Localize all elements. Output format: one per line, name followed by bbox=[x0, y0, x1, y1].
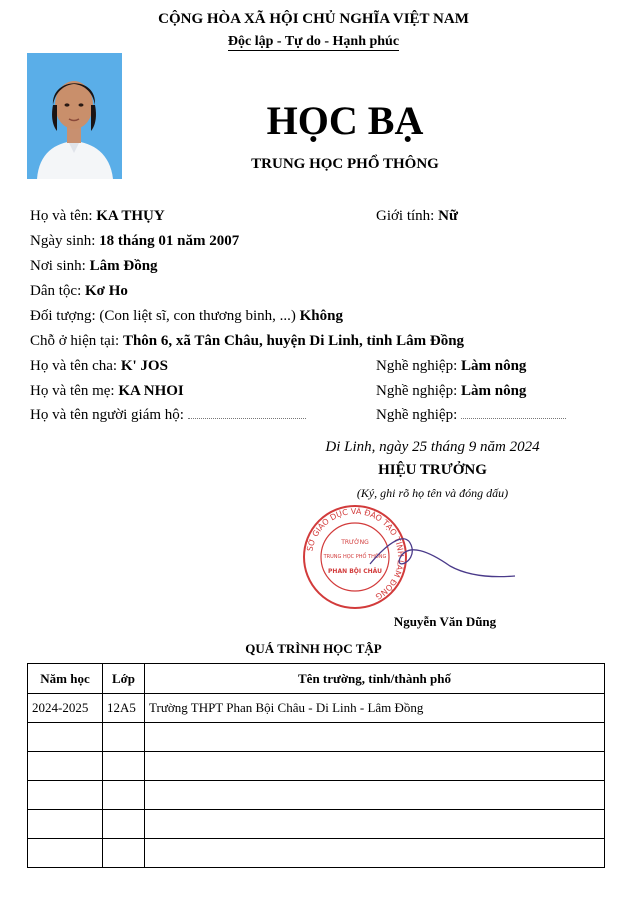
stamp-line-2: TRUNG HỌC PHỔ THÔNG bbox=[323, 554, 387, 560]
school-stamp bbox=[300, 500, 530, 615]
motto bbox=[0, 34, 627, 50]
father-job-line bbox=[376, 357, 526, 375]
birthplace-line bbox=[30, 257, 158, 275]
dob-value: 18 tháng 01 năm 2007 bbox=[99, 233, 240, 249]
stamp-line-3: PHAN BỘI CHÂU bbox=[328, 568, 382, 575]
cell-school-name: Trường THPT Phan Bội Châu - Di Linh - Lâm Đồng bbox=[145, 694, 605, 723]
birthplace-label: Nơi sinh: bbox=[30, 258, 90, 274]
birthplace-value: Lâm Đồng bbox=[89, 258, 158, 274]
cell-class bbox=[103, 839, 145, 868]
signature-note: (Ký, ghi rõ họ tên và đóng dấu) bbox=[356, 486, 509, 500]
cell-class bbox=[103, 752, 145, 781]
gender-value: Nữ bbox=[438, 208, 458, 224]
student-name-label: Họ và tên: bbox=[30, 208, 97, 224]
gender-line bbox=[376, 207, 458, 225]
guardian-blank bbox=[188, 406, 306, 419]
ethnicity-value: Kơ Ho bbox=[84, 283, 128, 299]
cell-school-year bbox=[28, 810, 103, 839]
cell-school-year bbox=[28, 781, 103, 810]
mother-line bbox=[30, 382, 184, 400]
motto-text: Độc lập - Tự do - Hạnh phúc bbox=[227, 34, 400, 49]
father-line bbox=[30, 357, 168, 375]
father-job: Làm nông bbox=[460, 358, 527, 374]
table-row bbox=[28, 810, 605, 839]
cell-school-year bbox=[28, 752, 103, 781]
student-name: KA THỤY bbox=[96, 208, 165, 224]
mother-job: Làm nông bbox=[460, 383, 527, 399]
cell-school-name bbox=[145, 723, 605, 752]
document-subtitle: TRUNG HỌC PHỔ THÔNG bbox=[251, 156, 439, 172]
stamp-line-1: TRƯỜNG bbox=[341, 539, 369, 546]
cell-class bbox=[103, 810, 145, 839]
mother-job-line bbox=[376, 382, 526, 400]
cell-school-year bbox=[28, 839, 103, 868]
dob-label: Ngày sinh: bbox=[30, 233, 100, 249]
address-value: Thôn 6, xã Tân Châu, huyện Di Linh, tỉnh Lâm Đồng bbox=[122, 333, 465, 349]
father-name: K' JOS bbox=[120, 358, 168, 374]
student-photo bbox=[27, 53, 122, 179]
guardian-job-line bbox=[376, 406, 566, 424]
guardian-job-label: Nghề nghiệp: bbox=[376, 407, 461, 423]
cell-school-year: 2024-2025 bbox=[28, 694, 103, 723]
table-row bbox=[28, 752, 605, 781]
principal-name: Nguyễn Văn Dũng bbox=[393, 614, 497, 629]
gender-label: Giới tính: bbox=[376, 208, 439, 224]
ethnicity-line bbox=[30, 282, 128, 300]
address-label: Chỗ ở hiện tại: bbox=[30, 333, 123, 349]
cell-school-name bbox=[145, 839, 605, 868]
history-table bbox=[27, 663, 605, 868]
cell-school-name bbox=[145, 752, 605, 781]
dob-line bbox=[30, 232, 239, 250]
cell-school-name bbox=[145, 781, 605, 810]
principal-title: HIỆU TRƯỞNG bbox=[378, 462, 487, 478]
table-row bbox=[28, 694, 605, 723]
mother-job-label: Nghề nghiệp: bbox=[376, 383, 461, 399]
guardian-line bbox=[30, 406, 306, 424]
father-job-label: Nghề nghiệp: bbox=[376, 358, 461, 374]
address-line bbox=[30, 332, 464, 350]
guardian-job-blank bbox=[461, 406, 566, 419]
table-row bbox=[28, 781, 605, 810]
guardian-label: Họ và tên người giám hộ: bbox=[30, 407, 188, 423]
ethnicity-label: Dân tộc: bbox=[30, 283, 85, 299]
category-value: Không bbox=[299, 308, 343, 324]
father-label: Họ và tên cha: bbox=[30, 358, 121, 374]
mother-label: Họ và tên mẹ: bbox=[30, 383, 119, 399]
table-row bbox=[28, 839, 605, 868]
col-class: Lớp bbox=[103, 664, 145, 694]
cell-school-name bbox=[145, 810, 605, 839]
col-school-name: Tên trường, tỉnh/thành phố bbox=[145, 664, 605, 694]
col-school-year: Năm học bbox=[28, 664, 103, 694]
cell-school-year bbox=[28, 723, 103, 752]
cell-class: 12A5 bbox=[103, 694, 145, 723]
handwritten-signature bbox=[370, 539, 515, 577]
student-name-line bbox=[30, 207, 165, 225]
stamp-ring-text: SỞ GIÁO DỤC VÀ ĐÀO TẠO TỈNH LÂM ĐỒNG bbox=[305, 506, 406, 602]
cell-class bbox=[103, 723, 145, 752]
mother-name: KA NHOI bbox=[118, 383, 184, 399]
nation-header: CỘNG HÒA XÃ HỘI CHỦ NGHĨA VIỆT NAM bbox=[158, 11, 469, 27]
place-date: Di Linh, ngày 25 tháng 9 năm 2024 bbox=[325, 439, 540, 455]
cell-class bbox=[103, 781, 145, 810]
document-title: HỌC BẠ bbox=[266, 98, 424, 143]
table-row bbox=[28, 723, 605, 752]
category-line bbox=[30, 307, 343, 325]
history-title: QUÁ TRÌNH HỌC TẬP bbox=[245, 641, 382, 656]
history-header-row bbox=[28, 664, 605, 694]
student-photo-image bbox=[27, 53, 122, 179]
category-label: Đối tượng: (Con liệt sĩ, con thương binh, ...) bbox=[30, 308, 300, 324]
